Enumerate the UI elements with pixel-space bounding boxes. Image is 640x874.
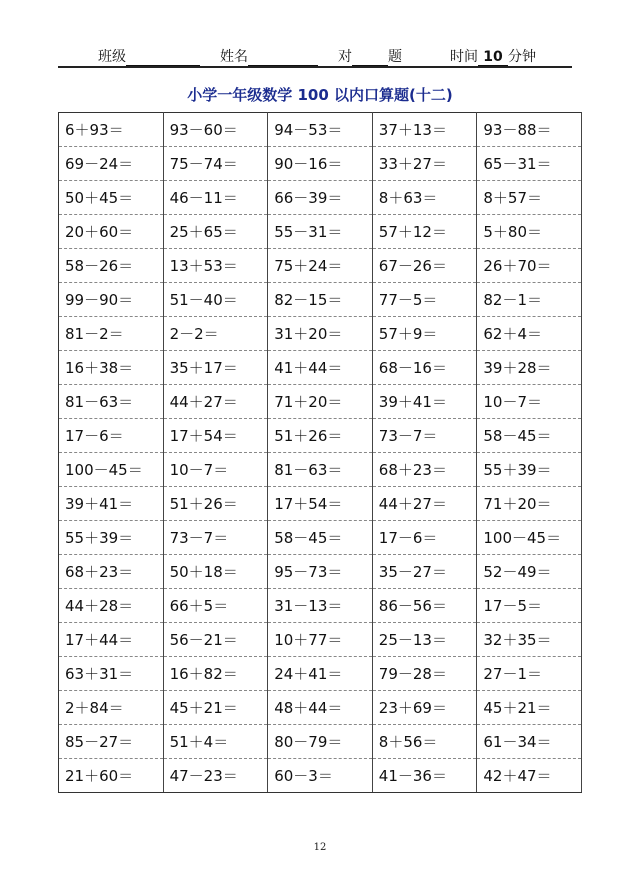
problem-cell[interactable]: 8＋56＝ <box>372 725 477 759</box>
problem-cell[interactable]: 17＋54＝ <box>163 419 268 453</box>
problem-cell[interactable]: 81－2＝ <box>59 317 164 351</box>
problem-cell[interactable]: 31＋20＝ <box>268 317 373 351</box>
problem-row <box>59 691 582 725</box>
problem-cell[interactable]: 56－21＝ <box>163 623 268 657</box>
problem-cell[interactable]: 61－34＝ <box>477 725 582 759</box>
problem-cell[interactable]: 65－31＝ <box>477 147 582 181</box>
problem-cell[interactable]: 25－13＝ <box>372 623 477 657</box>
problem-cell[interactable]: 2－2＝ <box>163 317 268 351</box>
problem-grid <box>58 112 582 793</box>
problem-cell[interactable]: 48＋44＝ <box>268 691 373 725</box>
problem-cell[interactable]: 44＋27＝ <box>163 385 268 419</box>
problem-row <box>59 147 582 181</box>
class-field <box>98 46 200 66</box>
problem-cell[interactable]: 41－36＝ <box>372 759 477 793</box>
problem-cell[interactable]: 41＋44＝ <box>268 351 373 385</box>
correct-field <box>338 46 402 66</box>
problem-cell[interactable]: 39＋28＝ <box>477 351 582 385</box>
problem-cell[interactable]: 79－28＝ <box>372 657 477 691</box>
problem-cell[interactable]: 80－79＝ <box>268 725 373 759</box>
problem-cell[interactable]: 51＋4＝ <box>163 725 268 759</box>
problem-cell[interactable]: 55＋39＝ <box>477 453 582 487</box>
problem-cell[interactable]: 58－45＝ <box>268 521 373 555</box>
problem-cell[interactable]: 17－6＝ <box>372 521 477 555</box>
worksheet-header <box>58 44 572 68</box>
class-blank[interactable] <box>126 49 200 66</box>
problem-cell[interactable]: 27－1＝ <box>477 657 582 691</box>
problem-cell[interactable]: 67－26＝ <box>372 249 477 283</box>
problem-cell[interactable]: 8＋57＝ <box>477 181 582 215</box>
problem-cell[interactable]: 16＋82＝ <box>163 657 268 691</box>
problem-cell[interactable]: 42＋47＝ <box>477 759 582 793</box>
class-label: 班级 <box>98 49 126 65</box>
problem-cell[interactable]: 39＋41＝ <box>59 487 164 521</box>
problem-cell[interactable]: 50＋45＝ <box>59 181 164 215</box>
problem-cell[interactable]: 6＋93＝ <box>59 113 164 147</box>
problem-cell[interactable]: 77－5＝ <box>372 283 477 317</box>
page-number: 12 <box>313 842 327 853</box>
problem-cell[interactable]: 93－88＝ <box>477 113 582 147</box>
problem-cell[interactable]: 82－1＝ <box>477 283 582 317</box>
correct-label: 对 <box>338 49 352 65</box>
problem-cell[interactable]: 35＋17＝ <box>163 351 268 385</box>
problem-cell[interactable]: 16＋38＝ <box>59 351 164 385</box>
problem-cell[interactable]: 60－3＝ <box>268 759 373 793</box>
problem-cell[interactable]: 58－45＝ <box>477 419 582 453</box>
problem-cell[interactable]: 69－24＝ <box>59 147 164 181</box>
problem-cell[interactable]: 5＋80＝ <box>477 215 582 249</box>
problem-cell[interactable]: 63＋31＝ <box>59 657 164 691</box>
problem-cell[interactable]: 51＋26＝ <box>163 487 268 521</box>
problem-row <box>59 419 582 453</box>
problem-cell[interactable]: 75＋24＝ <box>268 249 373 283</box>
problem-cell[interactable]: 51＋26＝ <box>268 419 373 453</box>
problem-cell[interactable]: 62＋4＝ <box>477 317 582 351</box>
problem-cell[interactable]: 52－49＝ <box>477 555 582 589</box>
problem-cell[interactable]: 57＋9＝ <box>372 317 477 351</box>
question-label: 题 <box>388 49 402 65</box>
problem-cell[interactable]: 25＋65＝ <box>163 215 268 249</box>
problem-cell[interactable]: 75－74＝ <box>163 147 268 181</box>
correct-blank[interactable] <box>352 49 388 66</box>
problem-cell[interactable]: 44＋27＝ <box>372 487 477 521</box>
problem-cell[interactable]: 50＋18＝ <box>163 555 268 589</box>
problem-row <box>59 521 582 555</box>
problem-cell[interactable]: 35－27＝ <box>372 555 477 589</box>
problem-cell[interactable]: 66－39＝ <box>268 181 373 215</box>
problem-cell[interactable]: 71＋20＝ <box>477 487 582 521</box>
problem-cell[interactable]: 17－6＝ <box>59 419 164 453</box>
name-field <box>220 46 318 66</box>
problem-row <box>59 623 582 657</box>
problem-cell[interactable]: 68－16＝ <box>372 351 477 385</box>
problem-cell[interactable]: 45＋21＝ <box>163 691 268 725</box>
problem-cell[interactable]: 44＋28＝ <box>59 589 164 623</box>
time-field <box>450 46 536 66</box>
problem-cell[interactable]: 93－60＝ <box>163 113 268 147</box>
time-value: 10 <box>478 49 508 66</box>
problem-row <box>59 725 582 759</box>
problem-cell[interactable]: 17＋44＝ <box>59 623 164 657</box>
problem-row <box>59 283 582 317</box>
problem-row <box>59 385 582 419</box>
problem-cell[interactable]: 99－90＝ <box>59 283 164 317</box>
problem-cell[interactable]: 100－45＝ <box>59 453 164 487</box>
problem-cell[interactable]: 17＋54＝ <box>268 487 373 521</box>
time-label: 时间 <box>450 49 478 65</box>
problem-row <box>59 215 582 249</box>
minute-label: 分钟 <box>508 49 536 65</box>
problem-row <box>59 555 582 589</box>
problem-cell[interactable]: 73－7＝ <box>372 419 477 453</box>
problem-cell[interactable]: 57＋12＝ <box>372 215 477 249</box>
name-label: 姓名 <box>220 49 248 65</box>
worksheet-title: 小学一年级数学 100 以内口算题(十二) <box>187 86 453 104</box>
problem-cell[interactable]: 51－40＝ <box>163 283 268 317</box>
problem-cell[interactable]: 66＋5＝ <box>163 589 268 623</box>
problem-cell[interactable]: 24＋41＝ <box>268 657 373 691</box>
problem-cell[interactable]: 55＋39＝ <box>59 521 164 555</box>
problem-cell[interactable]: 17－5＝ <box>477 589 582 623</box>
problem-cell[interactable]: 20＋60＝ <box>59 215 164 249</box>
problem-row <box>59 351 582 385</box>
problem-cell[interactable]: 94－53＝ <box>268 113 373 147</box>
problem-cell[interactable]: 47－23＝ <box>163 759 268 793</box>
problem-cell[interactable]: 82－15＝ <box>268 283 373 317</box>
problem-row <box>59 589 582 623</box>
problem-row <box>59 249 582 283</box>
problem-cell[interactable]: 46－11＝ <box>163 181 268 215</box>
problem-row <box>59 113 582 147</box>
problem-cell[interactable]: 13＋53＝ <box>163 249 268 283</box>
problem-cell[interactable]: 86－56＝ <box>372 589 477 623</box>
problem-cell[interactable]: 10＋77＝ <box>268 623 373 657</box>
problem-row <box>59 657 582 691</box>
problem-row <box>59 181 582 215</box>
problem-cell[interactable]: 100－45＝ <box>477 521 582 555</box>
name-blank[interactable] <box>248 49 318 66</box>
problem-cell[interactable]: 68＋23＝ <box>372 453 477 487</box>
problem-cell[interactable]: 2＋84＝ <box>59 691 164 725</box>
problem-cell[interactable]: 26＋70＝ <box>477 249 582 283</box>
problem-cell[interactable]: 58－26＝ <box>59 249 164 283</box>
problem-cell[interactable]: 71＋20＝ <box>268 385 373 419</box>
problem-cell[interactable]: 31－13＝ <box>268 589 373 623</box>
problem-cell[interactable]: 81－63＝ <box>59 385 164 419</box>
problem-cell[interactable]: 8＋63＝ <box>372 181 477 215</box>
problem-cell[interactable]: 33＋27＝ <box>372 147 477 181</box>
problem-cell[interactable]: 55－31＝ <box>268 215 373 249</box>
problem-cell[interactable]: 45＋21＝ <box>477 691 582 725</box>
problem-cell[interactable]: 23＋69＝ <box>372 691 477 725</box>
problem-cell[interactable]: 37＋13＝ <box>372 113 477 147</box>
problem-row <box>59 759 582 793</box>
problem-cell[interactable]: 21＋60＝ <box>59 759 164 793</box>
problem-row <box>59 487 582 521</box>
problem-cell[interactable]: 90－16＝ <box>268 147 373 181</box>
problem-row <box>59 317 582 351</box>
problem-cell[interactable]: 95－73＝ <box>268 555 373 589</box>
problem-cell[interactable]: 73－7＝ <box>163 521 268 555</box>
problem-cell[interactable]: 68＋23＝ <box>59 555 164 589</box>
problem-cell[interactable]: 39＋41＝ <box>372 385 477 419</box>
problem-cell[interactable]: 10－7＝ <box>477 385 582 419</box>
problem-row <box>59 453 582 487</box>
problem-cell[interactable]: 81－63＝ <box>268 453 373 487</box>
problem-cell[interactable]: 32＋35＝ <box>477 623 582 657</box>
problem-cell[interactable]: 10－7＝ <box>163 453 268 487</box>
problem-cell[interactable]: 85－27＝ <box>59 725 164 759</box>
